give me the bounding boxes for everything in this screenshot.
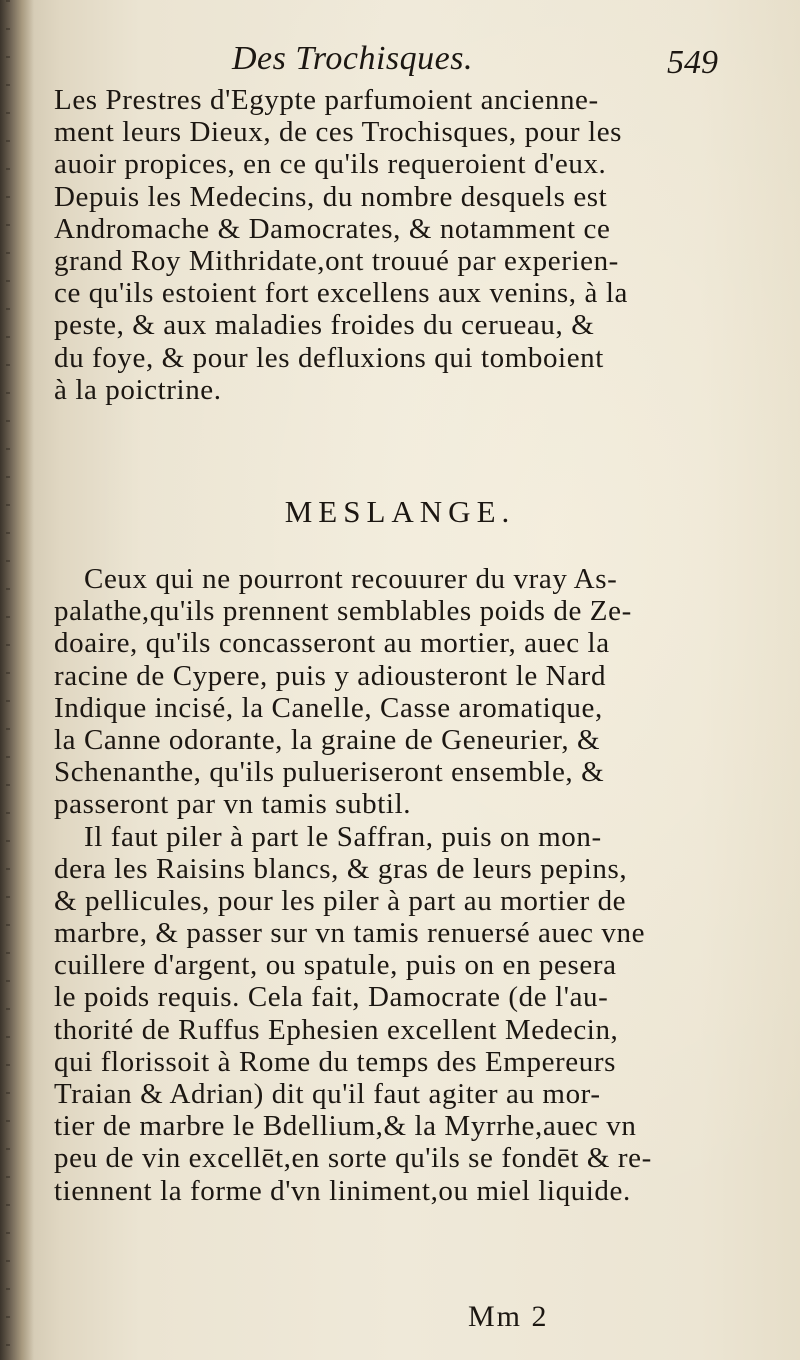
text-line: la Canne odorante, la graine de Geneurier, & bbox=[54, 723, 601, 756]
text-line: ment leurs Dieux, de ces Trochisques, pour les bbox=[54, 116, 623, 149]
text-line: marbre, & passer sur vn tamis renuersé auec vne bbox=[54, 917, 646, 950]
text-line: peste, & aux maladies froides du cerueau, & bbox=[54, 309, 595, 342]
text-line: dera les Raisins blancs, & gras de leurs pepins, bbox=[54, 852, 628, 885]
text-line: Il faut piler à part le Saffran, puis on mon- bbox=[84, 820, 602, 853]
text-line: Depuis les Medecins, du nombre desquels est bbox=[54, 180, 608, 213]
text-line: le poids requis. Cela fait, Damocrate (de l'au- bbox=[54, 981, 609, 1014]
text-line: à la poictrine. bbox=[54, 373, 222, 406]
text-line: Ceux qui ne pourront recouurer du vray As- bbox=[84, 563, 618, 595]
text-line: racine de Cypere, puis y adiousteront le Nard bbox=[54, 659, 607, 692]
text-line: Andromache & Damocrates, & notamment ce bbox=[54, 212, 611, 245]
text-line: Schenanthe, qu'ils pulueriseront ensemble, & bbox=[54, 756, 605, 789]
text-line: & pellicules, pour les piler à part au mortier de bbox=[54, 884, 627, 917]
page-number: 549 bbox=[667, 44, 718, 81]
text-line: du foye, & pour les defluxions qui tomboient bbox=[54, 341, 604, 374]
text-line: tier de marbre le Bdellium,& la Myrrhe,auec vn bbox=[54, 1110, 637, 1143]
text-line: peu de vin excellēt,en sorte qu'ils se fondēt & re- bbox=[54, 1142, 652, 1175]
text-line: tiennent la forme d'vn liniment,ou miel liquide. bbox=[54, 1174, 631, 1207]
text-line: palathe,qu'ils prennent semblables poids de Ze- bbox=[54, 595, 632, 628]
binding-stitches bbox=[6, 0, 10, 1360]
paragraph-meslange bbox=[54, 563, 744, 1207]
section-heading: MESLANGE. bbox=[284, 494, 516, 529]
text-line: Les Prestres d'Egypte parfumoient ancienne- bbox=[54, 84, 599, 116]
text-line: Indique incisé, la Canelle, Casse aromatique, bbox=[54, 691, 603, 724]
paragraph-trochisques-history bbox=[54, 84, 744, 406]
text-line: passeront par vn tamis subtil. bbox=[54, 788, 412, 821]
text-line: auoir propices, en ce qu'ils requeroient d'eux. bbox=[54, 148, 607, 181]
text-line: qui florissoit à Rome du temps des Empereurs bbox=[54, 1045, 617, 1078]
signature-mark: Mm 2 bbox=[468, 1300, 549, 1333]
text-line: grand Roy Mithridate,ont trouué par experien- bbox=[54, 244, 619, 277]
text-line: doaire, qu'ils concasseront au mortier, auec la bbox=[54, 627, 610, 660]
text-line: thorité de Ruffus Ephesien excellent Medecin, bbox=[54, 1013, 619, 1046]
text-line: ce qu'ils estoient fort excellens aux venins, à la bbox=[54, 277, 628, 310]
text-line: cuillere d'argent, ou spatule, puis on en pesera bbox=[54, 949, 617, 982]
running-head-title: Des Trochisques. bbox=[232, 40, 473, 77]
running-head bbox=[48, 40, 718, 90]
text-line: Traian & Adrian) dit qu'il faut agiter au mor- bbox=[54, 1078, 601, 1110]
